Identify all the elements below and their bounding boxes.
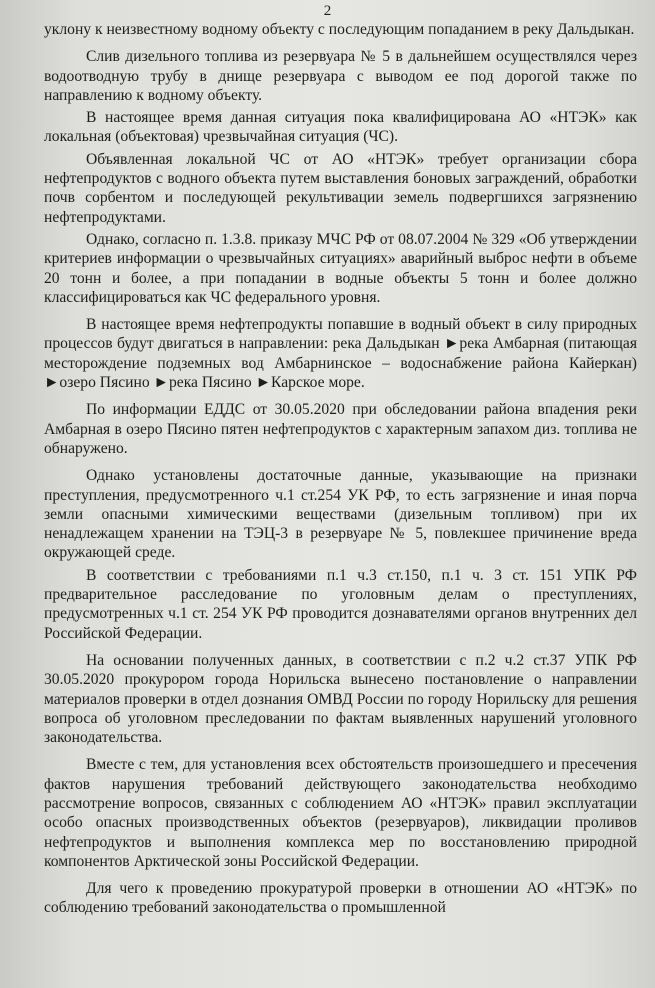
paragraph: Слив дизельного топлива из резервуара № 5 в дальнейшем осуществлялся через водоотводную трубу в днище резервуара с выводом ее под дорогой также по направлению к водному объекту. (44, 48, 637, 104)
paragraph: Однако, согласно п. 1.3.8. приказу МЧС РФ от 08.07.2004 № 329 «Об утверждении критериев информации о чрезвычайных ситуациях» аварийный выброс нефти в объеме 20 тонн и более, а при попадании в водные объекты 5 тонн и более должно классифицироваться как ЧС федерального уровня. (44, 230, 637, 306)
paragraph: Вместе с тем, для установления всех обстоятельств произошедшего и пресечения фактов нарушения требований действующего законодательства необходимо рассмотрение вопросов, связанных с соблюдением АО «НТЭК» правил эксплуатации особо опасных производственных объектов (резервуаров), ликвидации проливов нефтепродуктов и выполнения комплекса мер по восстановлению природной компонентов Арктической зоны Российской Федерации. (44, 756, 637, 870)
paragraph: уклону к неизвестному водному объекту с последующим попаданием в реку Дальдыкан. (44, 21, 635, 38)
paragraph: Для чего к проведению прокуратурой проверки в отношении АО «НТЭК» по соблюдению требований законодательства о промышленной (44, 880, 637, 917)
paragraph: Объявленная локальной ЧС от АО «НТЭК» требует организации сбора нефтепродуктов с водного объекта путем выставления боновых заграждений, обработки почв сорбентом и последующей рекультивации земель подвергшихся загрязнению нефтепродуктами. (44, 150, 637, 226)
paragraph: В настоящее время данная ситуация пока квалифицирована АО «НТЭК» как локальная (объектовая) чрезвычайная ситуация (ЧС). (44, 109, 637, 146)
paragraph: По информации ЕДДС от 30.05.2020 при обследовании района впадения реки Амбарная в озеро Пясино пятен нефтепродуктов с характерным запахом диз. топлива не обнаружено. (44, 401, 637, 457)
paragraph: Однако установлены достаточные данные, указывающие на признаки преступления, предусмотренного ч.1 ст.254 УК РФ, то есть загрязнение и иная порча земли опасными химическими веществами (дизельным топливом) при их ненадлежащем хранении на ТЭЦ-3 в резервуаре № 5, повлекшее причинение вреда окружающей среде. (44, 467, 637, 562)
paragraph: В соответствии с требованиями п.1 ч.3 ст.150, п.1 ч. 3 ст. 151 УПК РФ предварительное расследование по уголовным делам о преступлениях, предусмотренных ч.1 ст. 254 УК РФ проводится дознавателями органов внутренних дел Российской Федерации. (44, 566, 637, 642)
paragraph: На основании полученных данных, в соответствии с п.2 ч.2 ст.37 УПК РФ 30.05.2020 прокурором города Норильска вынесено постановление о направлении материалов проверки в отдел дознания ОМВД России по городу Норильску для решения вопроса об уголовном преследовании по фактам выявленных нарушений уголовного законодательства. (44, 651, 637, 747)
page-number: 2 (323, 3, 332, 19)
paragraph: В настоящее время нефтепродукты попавшие в водный объект в силу природных процессов будут двигаться в направлении: река Дальдыкан ►река Амбарная (питающая месторождение подземных вод Амбарнинское – водоснабжение района Кайеркан) ►озеро Пясино ►река Пясино ►Карское море. (44, 316, 637, 392)
